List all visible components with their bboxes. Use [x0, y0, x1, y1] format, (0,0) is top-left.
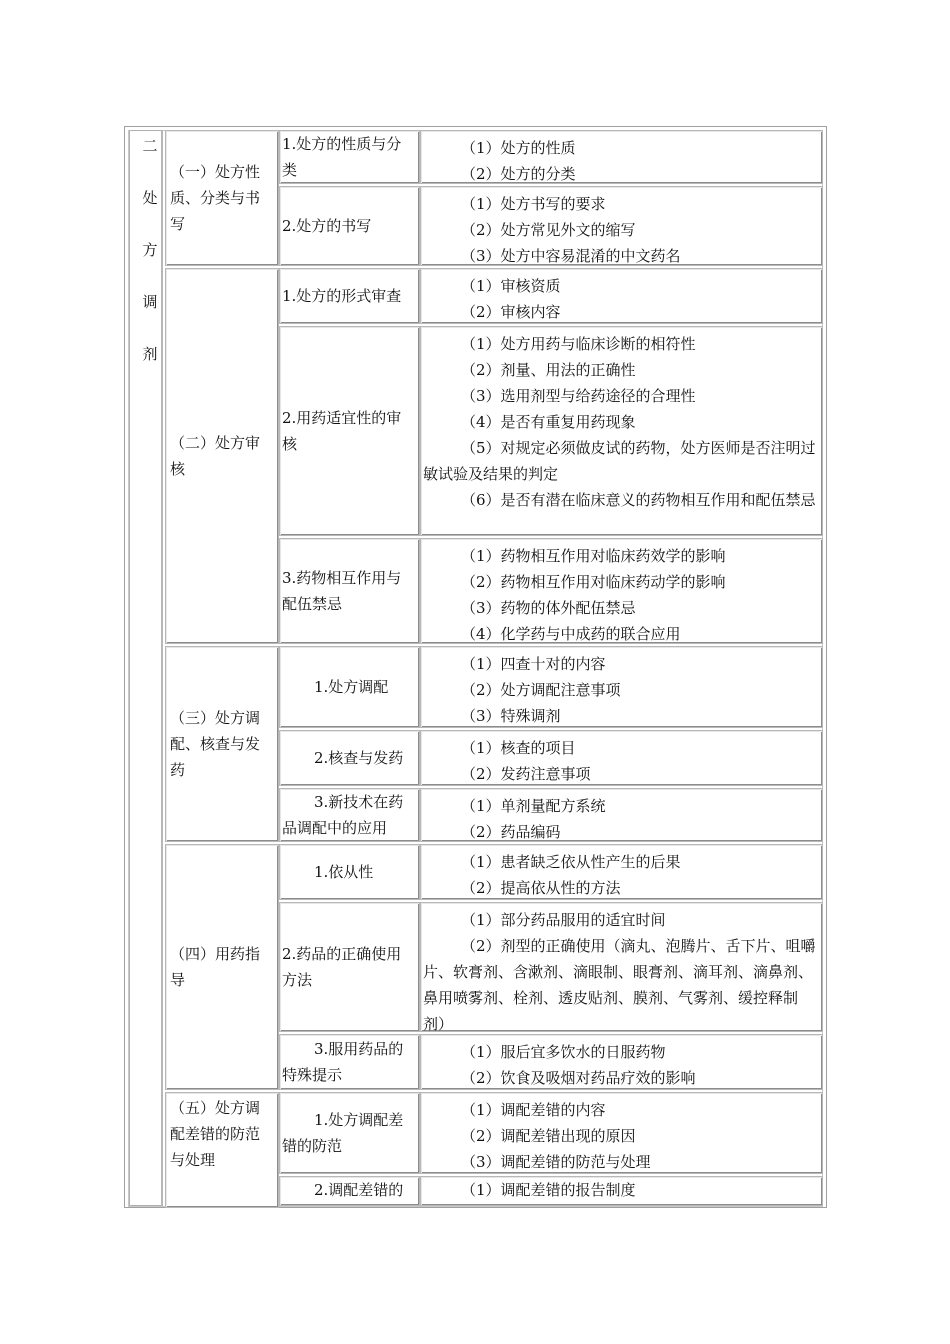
items-cell — [420, 788, 823, 842]
subsection-title: 3.服用药品的特殊提示 — [282, 1040, 404, 1084]
items-cell — [420, 538, 823, 644]
section-cell — [165, 268, 279, 644]
item: （1）调配差错的内容 — [461, 1101, 606, 1119]
item: （1）处方的性质 — [461, 139, 576, 157]
subsection-title: 3.新技术在药品调配中的应用 — [282, 793, 404, 837]
item: （2）处方调配注意事项 — [461, 681, 621, 699]
subsection-title: 2.用药适宜性的审核 — [282, 409, 402, 453]
section-title: （二）处方审核 — [170, 434, 261, 478]
chapter-title-char: 方 — [142, 241, 158, 259]
item: （1）患者缺乏依从性产生的后果 — [461, 853, 681, 871]
subsection-cell — [279, 844, 420, 900]
item: （1）部分药品服用的适宜时间 — [461, 911, 666, 929]
items-cell — [420, 902, 823, 1032]
subsection-cell — [279, 902, 420, 1032]
chapter-title-char: 剂 — [142, 345, 158, 363]
item: （4）是否有重复用药现象 — [461, 413, 636, 431]
item: （1）服后宜多饮水的日服药物 — [461, 1043, 666, 1061]
subsection-title: 1.处方的性质与分类 — [282, 135, 402, 179]
item: （2）发药注意事项 — [461, 765, 591, 783]
subsection-cell — [279, 646, 420, 728]
item: （3）选用剂型与给药途径的合理性 — [461, 387, 696, 405]
subsection-cell — [279, 788, 420, 842]
item: （3）调配差错的防范与处理 — [461, 1153, 651, 1171]
subsection-cell — [279, 130, 420, 184]
item: （4）化学药与中成药的联合应用 — [461, 625, 681, 643]
items-cell — [420, 730, 823, 786]
subsection-cell — [279, 326, 420, 536]
subsection-title: 1.处方调配差错的防范 — [282, 1111, 404, 1155]
item: （3）处方中容易混淆的中文药名 — [461, 247, 681, 265]
subsection-title: 2.调配差错的 — [314, 1181, 404, 1199]
subsection-title: 3.药物相互作用与配伍禁忌 — [282, 569, 402, 613]
item: （2）药物相互作用对临床药动学的影响 — [461, 573, 726, 591]
section-title: （一）处方性质、分类与书写 — [170, 163, 261, 233]
item: （1）处方用药与临床诊断的相符性 — [461, 335, 696, 353]
item: （2）处方常见外文的缩写 — [461, 221, 636, 239]
item: （2）提高依从性的方法 — [461, 879, 621, 897]
subsection-title: 1.依从性 — [314, 863, 374, 881]
section-title: （三）处方调配、核查与发药 — [170, 709, 261, 779]
section-title: （四）用药指导 — [170, 945, 261, 989]
item: （6）是否有潜在临床意义的药物相互作用和配伍禁忌 — [461, 491, 816, 509]
subsection-cell — [279, 268, 420, 324]
item: （1）审核资质 — [461, 277, 561, 295]
items-cell — [420, 268, 823, 324]
item: （1）四查十对的内容 — [461, 655, 606, 673]
items-cell — [420, 186, 823, 266]
items-cell — [420, 130, 823, 184]
subsection-title: 2.药品的正确使用方法 — [282, 945, 402, 989]
section-cell — [165, 646, 279, 842]
subsection-title: 1.处方的形式审查 — [282, 287, 402, 305]
item: （1）处方书写的要求 — [461, 195, 606, 213]
item: （2）处方的分类 — [461, 165, 576, 183]
section-title: （五）处方调配差错的防范与处理 — [170, 1099, 261, 1169]
subsection-title: 1.处方调配 — [314, 678, 389, 696]
item: （5）对规定必须做皮试的药物，处方医师是否注明过敏试验及结果的判定 — [423, 439, 816, 483]
item: （1）调配差错的报告制度 — [461, 1181, 636, 1199]
items-cell — [420, 844, 823, 900]
items-cell — [420, 646, 823, 728]
item: （2）调配差错出现的原因 — [461, 1127, 636, 1145]
section-cell — [165, 130, 279, 266]
items-cell — [420, 1034, 823, 1090]
section-cell — [165, 1092, 279, 1208]
item: （2）剂量、用法的正确性 — [461, 361, 636, 379]
items-cell — [420, 1176, 823, 1206]
item: （1）药物相互作用对临床药效学的影响 — [461, 547, 726, 565]
item: （2）剂型的正确使用（滴丸、泡腾片、舌下片、咀嚼片、软膏剂、含漱剂、滴眼制、眼膏剂、滴耳剂、滴鼻剂、鼻用喷雾剂、栓剂、透皮贴剂、膜剂、气雾剂、缓控释制剂） — [423, 937, 816, 1032]
subsection-title: 2.核查与发药 — [314, 749, 404, 767]
subsection-title: 2.处方的书写 — [282, 217, 372, 235]
chapter-number: 二 — [142, 137, 158, 155]
item: （3）药物的体外配伍禁忌 — [461, 599, 636, 617]
section-cell — [165, 844, 279, 1090]
chapter-title-char: 调 — [142, 293, 158, 311]
subsection-cell — [279, 1092, 420, 1174]
subsection-cell — [279, 538, 420, 644]
item: （3）特殊调剂 — [461, 707, 561, 725]
item: （1）核查的项目 — [461, 739, 576, 757]
item: （2）审核内容 — [461, 303, 561, 321]
item: （2）饮食及吸烟对药品疗效的影响 — [461, 1069, 696, 1087]
subsection-cell — [279, 1176, 420, 1206]
subsection-cell — [279, 186, 420, 266]
subsection-cell — [279, 1034, 420, 1090]
chapter-title-char: 处 — [142, 189, 158, 207]
item: （1）单剂量配方系统 — [461, 797, 606, 815]
items-cell — [420, 1092, 823, 1174]
items-cell — [420, 326, 823, 536]
item: （2）药品编码 — [461, 823, 561, 841]
chapter-label — [138, 133, 162, 393]
subsection-cell — [279, 730, 420, 786]
